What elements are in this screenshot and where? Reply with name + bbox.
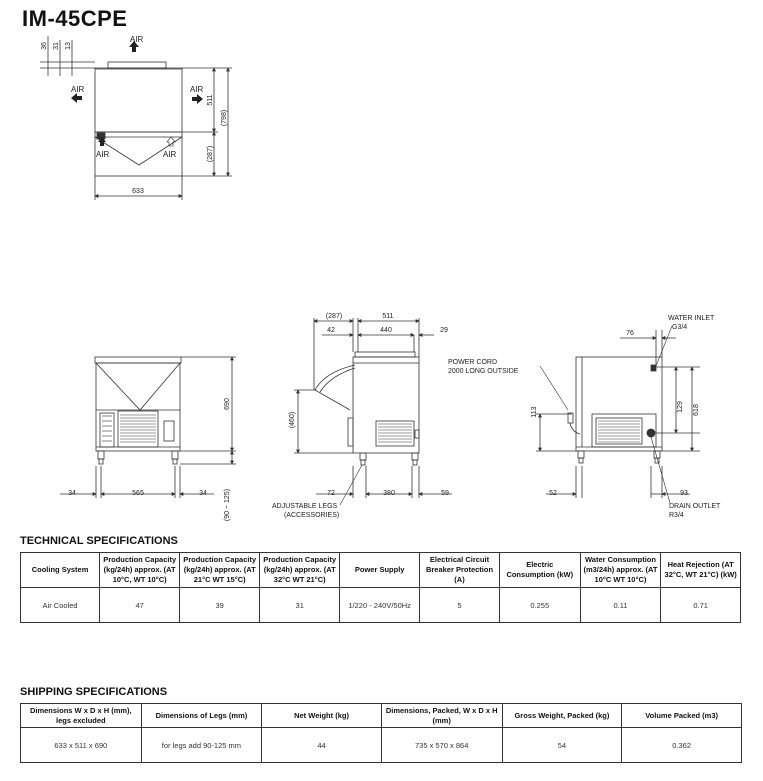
table-header: Dimensions, Packed, W x D x H (mm) (381, 704, 502, 728)
air-bottom-left-label: AIR (96, 150, 110, 159)
top-dim-633: 633 (132, 188, 144, 195)
side-dim-72: 72 (327, 490, 335, 497)
table-header: Net Weight (kg) (262, 704, 382, 728)
table-cell: 47 (100, 588, 180, 623)
table-header: Heat Rejection (AT 32°C, WT 21°C) (kW) (661, 553, 741, 588)
table-header: Water Consumption (m3/24h) approx. (AT 10°C WT 10°C) (580, 553, 661, 588)
table-header: Power Supply (340, 553, 420, 588)
table-header: Electric Consumption (kW) (499, 553, 580, 588)
table-header-row (21, 553, 741, 588)
side-dim-511: 511 (382, 313, 394, 320)
rear-dim-129: 129 (677, 401, 684, 413)
air-up-outline-icon (167, 137, 175, 146)
rear-dim-52: 52 (549, 490, 557, 497)
front-dim-34-left: 34 (68, 490, 76, 497)
table-header: Dimensions of Legs (mm) (141, 704, 262, 728)
model-title: IM-45CPE (22, 6, 128, 31)
table-cell: 44 (262, 728, 382, 763)
top-view-air-arrows (71, 41, 203, 146)
rear-dim-76: 76 (626, 330, 634, 337)
air-left-arrow-icon (71, 93, 82, 103)
table-cell: 0.11 (580, 588, 661, 623)
rear-dim-93: 93 (680, 490, 688, 497)
table-cell: 0.255 (499, 588, 580, 623)
front-dim-34-right: 34 (199, 490, 207, 497)
air-top-label: AIR (130, 35, 144, 44)
front-dim-690: 690 (224, 398, 231, 410)
table-cell: for legs add 90-125 mm (141, 728, 262, 763)
side-dim-59: 59 (441, 490, 449, 497)
table-row (21, 588, 741, 623)
side-view (294, 318, 452, 505)
rear-dim-618: 618 (693, 404, 700, 416)
top-dim-13: 13 (65, 42, 72, 50)
adjustable-legs-label: ADJUSTABLE LEGS (272, 503, 338, 510)
table-header: Gross Weight, Packed (kg) (502, 704, 622, 728)
table-header: Production Capacity (kg/24h) approx. (AT 10°C, WT 10°C) (100, 553, 180, 588)
table-header: Electrical Circuit Breaker Protection (A) (420, 553, 500, 588)
table-header: Dimensions W x D x H (mm), legs excluded (21, 704, 142, 728)
top-dim-287: (287) (207, 145, 214, 163)
front-dim-565: 565 (132, 490, 144, 497)
front-view (60, 357, 236, 498)
rear-view (536, 326, 700, 503)
drain-outlet-size: R3/4 (669, 512, 684, 519)
top-dim-31: 31 (53, 42, 60, 50)
top-dim-36: 36 (41, 42, 48, 50)
table-header: Cooling System (21, 553, 100, 588)
table-cell: 5 (420, 588, 500, 623)
table-header-row (21, 704, 742, 728)
accessories-label: (ACCESSORIES) (284, 512, 340, 519)
table-cell: Air Cooled (21, 588, 100, 623)
air-right-label: AIR (190, 85, 204, 94)
side-dim-29: 29 (440, 327, 448, 334)
top-dim-798: (798) (221, 109, 228, 127)
table-cell: 31 (260, 588, 340, 623)
table-row (21, 728, 742, 763)
rear-dim-113: 113 (531, 406, 538, 418)
power-cord-length: 2000 LONG OUTSIDE (448, 368, 519, 375)
table-header: Production Capacity (kg/24h) approx. (AT 21°C WT 15°C) (180, 553, 260, 588)
table-cell: 633 x 511 x 690 (21, 728, 142, 763)
side-dim-42: 42 (327, 327, 335, 334)
table-cell: 54 (502, 728, 622, 763)
shipping-specs-table (20, 703, 742, 763)
technical-specs-table (20, 552, 741, 623)
table-cell: 39 (180, 588, 260, 623)
air-bottom-right-label: AIR (163, 150, 177, 159)
water-inlet-label: WATER INLET (668, 315, 715, 322)
power-cord-label: POWER CORD (448, 359, 497, 366)
side-dim-460: (460) (289, 411, 296, 429)
side-dim-287: (287) (325, 313, 343, 320)
drain-outlet-label: DRAIN OUTLET (669, 503, 721, 510)
front-dim-90-125: (90 ~ 125) (224, 488, 231, 522)
table-cell: 735 x 570 x 864 (381, 728, 502, 763)
air-left-label: AIR (71, 85, 85, 94)
top-dim-511: 511 (207, 94, 214, 106)
table-header: Production Capacity (kg/24h) approx. (AT 32°C WT 21°C) (260, 553, 340, 588)
table-cell: 0.71 (661, 588, 741, 623)
table-cell: 1/220 - 240V/50Hz (340, 588, 420, 623)
water-inlet-size: G3/4 (672, 324, 688, 331)
side-dim-380: 380 (383, 490, 395, 497)
shipping-specs-heading: SHIPPING SPECIFICATIONS (20, 686, 168, 698)
technical-specs-heading: TECHNICAL SPECIFICATIONS (20, 535, 178, 547)
table-header: Volume Packed (m3) (622, 704, 742, 728)
side-dim-440: 440 (380, 327, 392, 334)
table-cell: 0.362 (622, 728, 742, 763)
air-right-arrow-icon (192, 94, 203, 104)
top-view (40, 36, 232, 200)
